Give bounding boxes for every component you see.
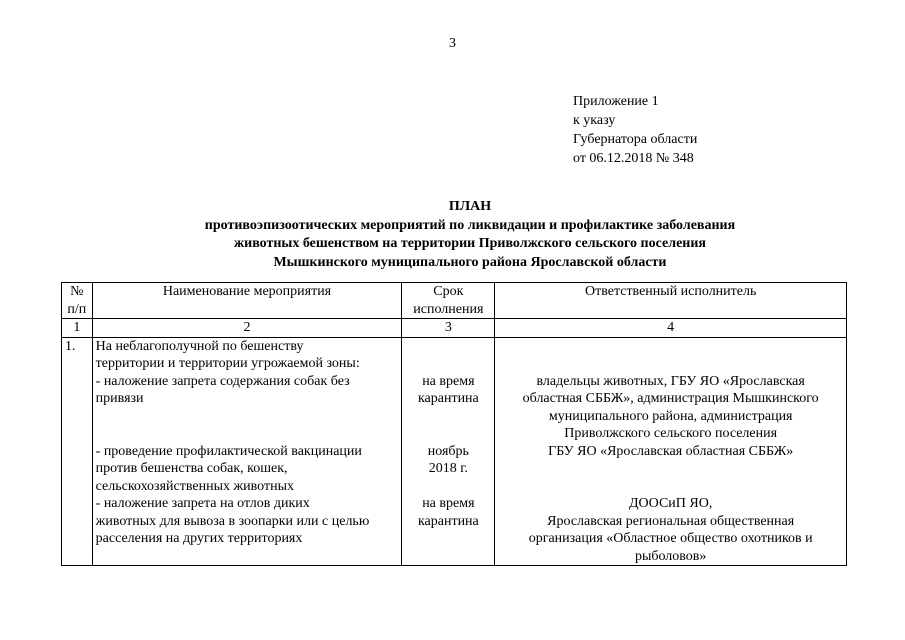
item-executor-line: областная СББЖ», администрация Мышкинского (522, 391, 819, 406)
item-term-line: на время (422, 496, 475, 511)
header-term-line: Срок (433, 284, 464, 299)
item-executor-line: ГБУ ЯО «Ярославская областная СББЖ» (548, 443, 794, 459)
item-name-line: расселения на других территориях (95, 531, 303, 546)
item-name-line: против бешенства собак, кошек, (95, 461, 288, 476)
item-term-line: ноябрь (427, 443, 469, 459)
item-term-line: карантина (417, 391, 479, 406)
row-executor-cell (495, 337, 847, 566)
item-executor-line: Ярославская региональная общественная (547, 513, 795, 529)
row-intro-line: На неблагополучной по бешенству (95, 338, 304, 354)
title-line: Мышкинского муниципального района Ярославской области (273, 254, 667, 270)
item-term-line: 2018 г. (428, 461, 468, 476)
table-header-row (62, 283, 847, 319)
appendix-line: Приложение 1 (573, 94, 659, 109)
row-name-cell (92, 337, 402, 566)
appendix-line: к указу (573, 113, 616, 128)
item-term-line: на время (422, 373, 475, 389)
header-name (92, 283, 402, 319)
row-number: 1. (62, 337, 93, 566)
item-executor-line: Приволжского сельского поселения (564, 426, 778, 441)
header-term (402, 283, 495, 319)
header-name-text: Наименование мероприятия (162, 284, 332, 299)
item-name-line: сельскохозяйственных животных (95, 478, 294, 494)
header-executor (495, 283, 847, 319)
column-number: 4 (495, 319, 847, 338)
column-number-row (62, 319, 847, 338)
row-intro-line: территории и территории угрожаемой зоны: (95, 356, 360, 371)
column-number: 1 (62, 319, 93, 338)
item-executor-line: муниципального района, администрация (548, 408, 793, 424)
header-executor-text: Ответственный исполнитель (584, 284, 757, 299)
column-number: 3 (402, 319, 495, 338)
appendix-block (573, 92, 697, 168)
item-name-line: - наложение запрета содержания собак без (95, 373, 350, 389)
header-num-line: № (70, 284, 84, 299)
header-term-line: исполнения (413, 301, 484, 317)
column-number: 2 (92, 319, 402, 338)
title-heading: ПЛАН (448, 199, 492, 214)
appendix-line: Губернатора области (573, 132, 698, 147)
page-number: 3 (449, 36, 456, 51)
appendix-line: от 06.12.2018 № 348 (573, 151, 694, 166)
title-line: противоэпизоотических мероприятий по ликвидации и профилактике заболевания (204, 217, 736, 233)
item-name-line: животных для вывоза в зоопарки или с целью (95, 513, 370, 529)
item-name-line: - проведение профилактической вакцинации (95, 443, 362, 459)
title-line: животных бешенством на территории Приволжского сельского поселения (233, 236, 706, 251)
plan-table (61, 282, 847, 566)
item-name-line: привязи (95, 391, 144, 406)
item-executor-line: организация «Областное общество охотников и (528, 531, 813, 546)
row-term-cell (402, 337, 495, 566)
item-executor-line: ДООСиП ЯО, (629, 496, 713, 511)
item-term-line: карантина (417, 513, 479, 529)
table-row (62, 337, 847, 566)
item-executor-line: рыболовов» (634, 548, 707, 564)
document-title (120, 198, 820, 272)
item-name-line: - наложение запрета на отлов диких (95, 496, 310, 511)
item-executor-line: владельцы животных, ГБУ ЯО «Ярославская (536, 373, 805, 389)
header-num-line: п/п (67, 301, 87, 317)
header-num (62, 283, 93, 319)
